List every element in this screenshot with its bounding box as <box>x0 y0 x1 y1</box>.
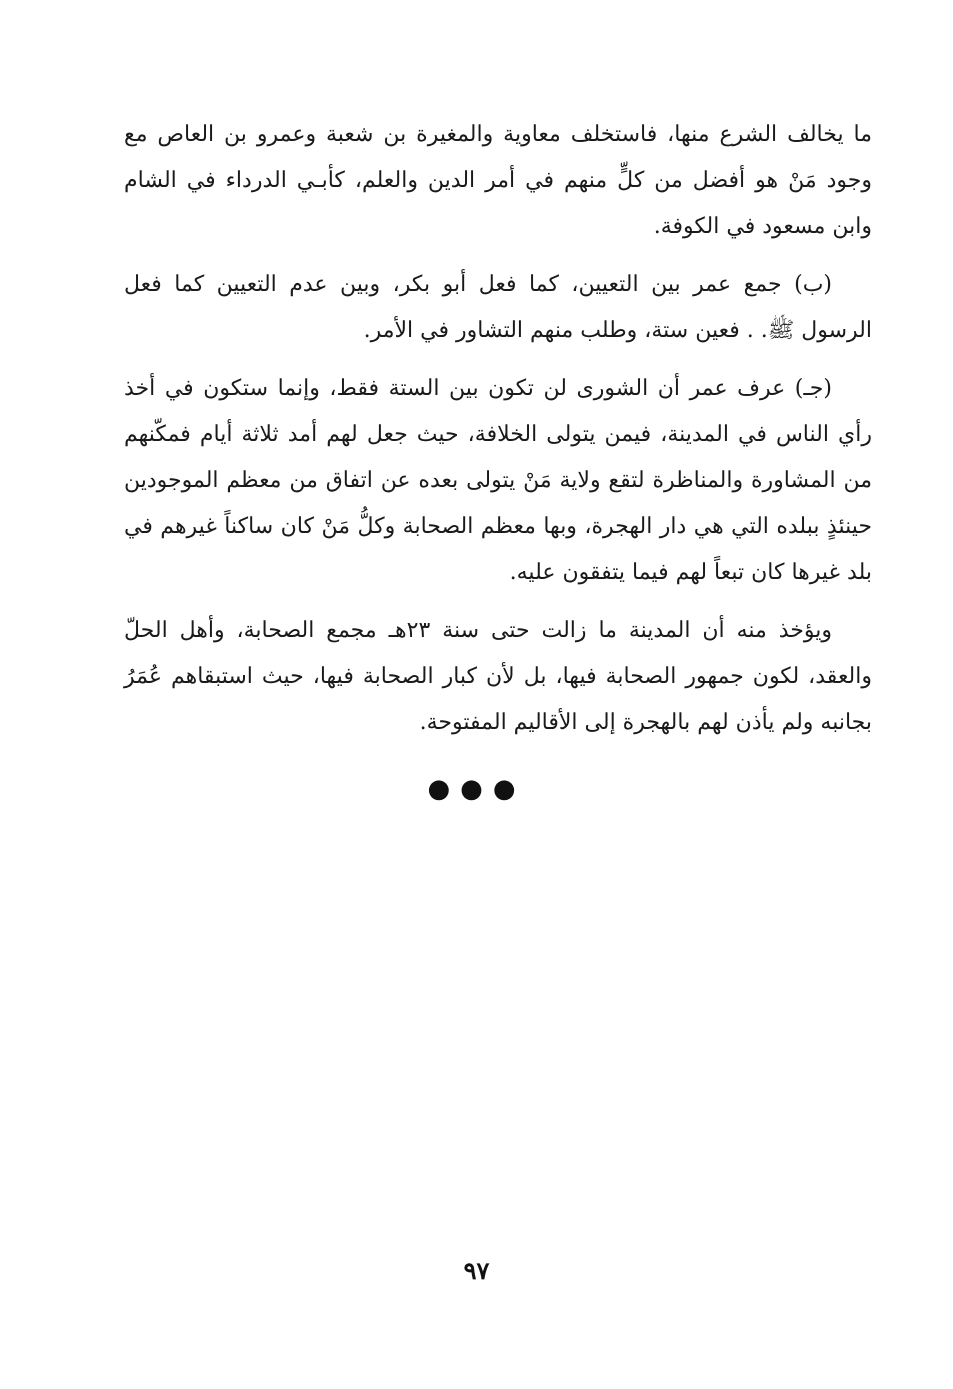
page-number: ٩٧ <box>463 1256 490 1285</box>
paragraph-continuation: ما يخالف الشرع منها، فاستخلف معاوية والمغيرة بن شعبة وعمرو بن العاص مع وجود مَنْ هو أفضل من كلٍّ منهم في أمر الدين والعلم، كأبـي الدرداء في الشام وابن مسعود في الكوفة. <box>124 122 872 239</box>
paragraph-b: (ب) جمع عمر بين التعيين، كما فعل أبو بكر، وبين عدم التعيين كما فعل الرسول ﷺ. . فعين ستة، وطلب منهم التشاور في الأمر. <box>124 272 872 343</box>
paragraph-jim: (جـ) عرف عمر أن الشورى لن تكون بين الستة فقط، وإنما ستكون في أخذ رأي الناس في المدينة، فيمن يتولى الخلافة، حيث جعل لهم أمد ثلاثة أيام فمكّنهم من المشاورة والمناظرة لتقع ولاية مَنْ يتولى بعده عن اتفاق من معظم الموجودين حينئذٍ ببلده التي هي دار الهجرة، وبها معظم الصحابة وكلُّ مَنْ كان ساكناً غيرهم في بلد غيرها كان تبعاً لهم فيما يتفقون عليه. <box>124 376 872 585</box>
section-separator: ●●● <box>427 774 526 804</box>
body-text <box>124 112 872 758</box>
paragraph-conclusion: ويؤخذ منه أن المدينة ما زالت حتى سنة ٢٣هـ مجمع الصحابة، وأهل الحلّ والعقد، لكون جمهور الصحابة فيها، بل لأن كبار الصحابة فيها، حيث استبقاهم عُمَرُ بجانبه ولم يأذن لهم بالهجرة إلى الأقاليم المفتوحة. <box>124 618 872 735</box>
